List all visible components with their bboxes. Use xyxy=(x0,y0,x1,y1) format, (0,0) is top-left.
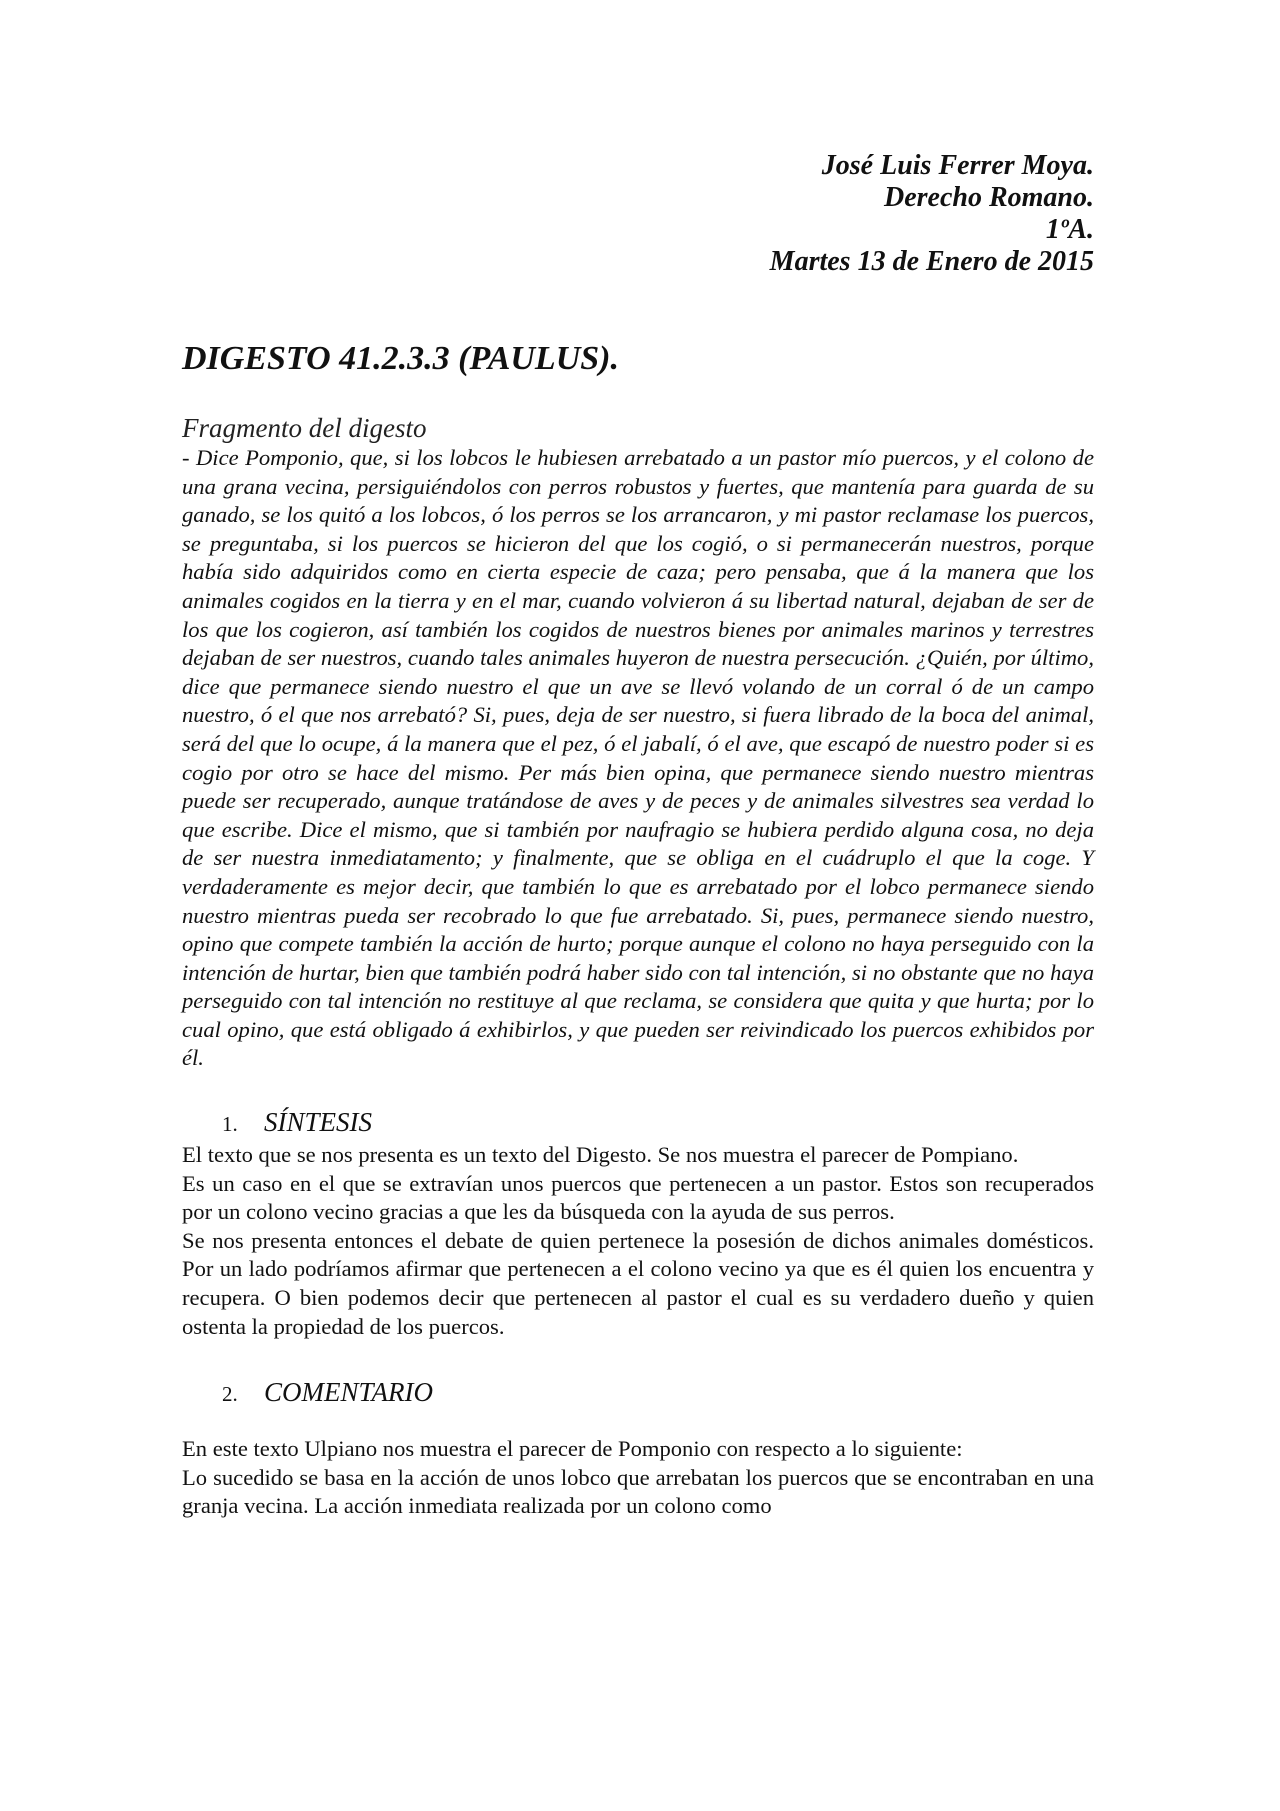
section-sintesis xyxy=(182,1105,1094,1341)
paragraph: Lo sucedido se basa en la acción de unos lobco que arrebatan los puercos que se encontraban en una granja vecina. La acción inmediata realizada por un colono como xyxy=(182,1464,1094,1519)
section-number: 2. xyxy=(222,1382,238,1407)
course-subject: Derecho Romano. xyxy=(884,182,1094,213)
fragment-heading: Fragmento del digesto xyxy=(182,413,427,443)
fragment-text: - Dice Pomponio, que, si los lobcos le hubiesen arrebatado a un pastor mío puercos, y el colono de una grana vecina, persiguiéndolos con perros robustos y fuertes, que mantenía para guarda de su ganado, se los quitó a los lobcos, ó los perros se los arrancaron, y mi pastor reclamase los puercos, se preguntaba, si los puercos se hicieron del que los cogió, o si permanecerán nuestros, porque había sido adquiridos como en cierta especie de caza; pero pensaba, que á la manera que los animales cogidos en la tierra y en el mar, cuando volvieron á su libertad natural, dejaban de ser de los que los cogieron, así también los cogidos de nuestros bienes por animales marinos y terrestres dejaban de ser nuestros, cuando tales animales huyeron de nuestra persecución. ¿Quién, por último, dice que permanece siendo nuestro el que un ave se llevó volando de un corral ó de un campo nuestro, ó el que nos arrebató? Si, pues, deja de ser nuestro, si fuera librado de la boca del animal, será del que lo ocupe, á la manera que el pez, ó el jabalí, ó el ave, que escapó de nuestro poder si es cogio por otro se hace del mismo. Per más bien opina, que permanece siendo nuestro mientras puede ser recuperado, aunque tratándose de aves y de peces y de animales silvestres sea verdad lo que escribe. Dice el mismo, que si también por naufragio se hubiera perdido alguna cosa, no deja de ser nuestra inmediatamento; y finalmente, que se obliga en el cuádruplo el que la coge. Y verdaderamente es mejor decir, que también lo que es arrebatado por el lobco permanece siendo nuestro mientras pueda ser recobrado lo que fue arrebatado. Si, pues, permanece siendo nuestro, opino que compete también la acción de hurto; porque aunque el colono no haya perseguido con la intención de hurtar, bien que también podrá haber sido con tal intención, si no obstante que no haya perseguido con tal intención no restituye al que reclama, se considera que quita y que hurta; por lo cual opino, que está obligado á exhibirlos, y que pueden ser reivindicado los puercos exhibidos por él. xyxy=(182,445,1094,1071)
section-number: 1. xyxy=(222,1112,238,1137)
section-heading xyxy=(182,1105,1094,1141)
document-body xyxy=(182,412,1094,1521)
section-title: SÍNTESIS xyxy=(264,1107,372,1138)
section-heading xyxy=(182,1375,1094,1411)
course-group: 1ºA. xyxy=(1045,214,1094,245)
section-comentario xyxy=(182,1375,1094,1521)
paragraph: Se nos presenta entonces el debate de quien pertenece la posesión de dichos animales domésticos. Por un lado podríamos afirmar que pertenecen a el colono vecino ya que es él quien los encuentra y recupera. O bien podemos decir que pertenecen al pastor el cual es su verdadero dueño y quien ostenta la propiedad de los puercos. xyxy=(182,1227,1094,1339)
document-title: DIGESTO 41.2.3.3 (PAULUS). xyxy=(182,340,619,377)
paragraph: En este texto Ulpiano nos muestra el parecer de Pomponio con respecto a lo siguiente: xyxy=(182,1436,963,1462)
section-title: COMENTARIO xyxy=(264,1377,433,1408)
author-header xyxy=(770,150,1094,278)
author-name: José Luis Ferrer Moya. xyxy=(821,150,1094,181)
paragraph: El texto que se nos presenta es un texto del Digesto. Se nos muestra el parecer de Pompiano. xyxy=(182,1142,1019,1168)
paragraph: Es un caso en el que se extravían unos puercos que pertenecen a un pastor. Estos son recuperados por un colono vecino gracias a que les da búsqueda con la ayuda de sus perros. xyxy=(182,1170,1094,1225)
document-date: Martes 13 de Enero de 2015 xyxy=(769,246,1094,277)
